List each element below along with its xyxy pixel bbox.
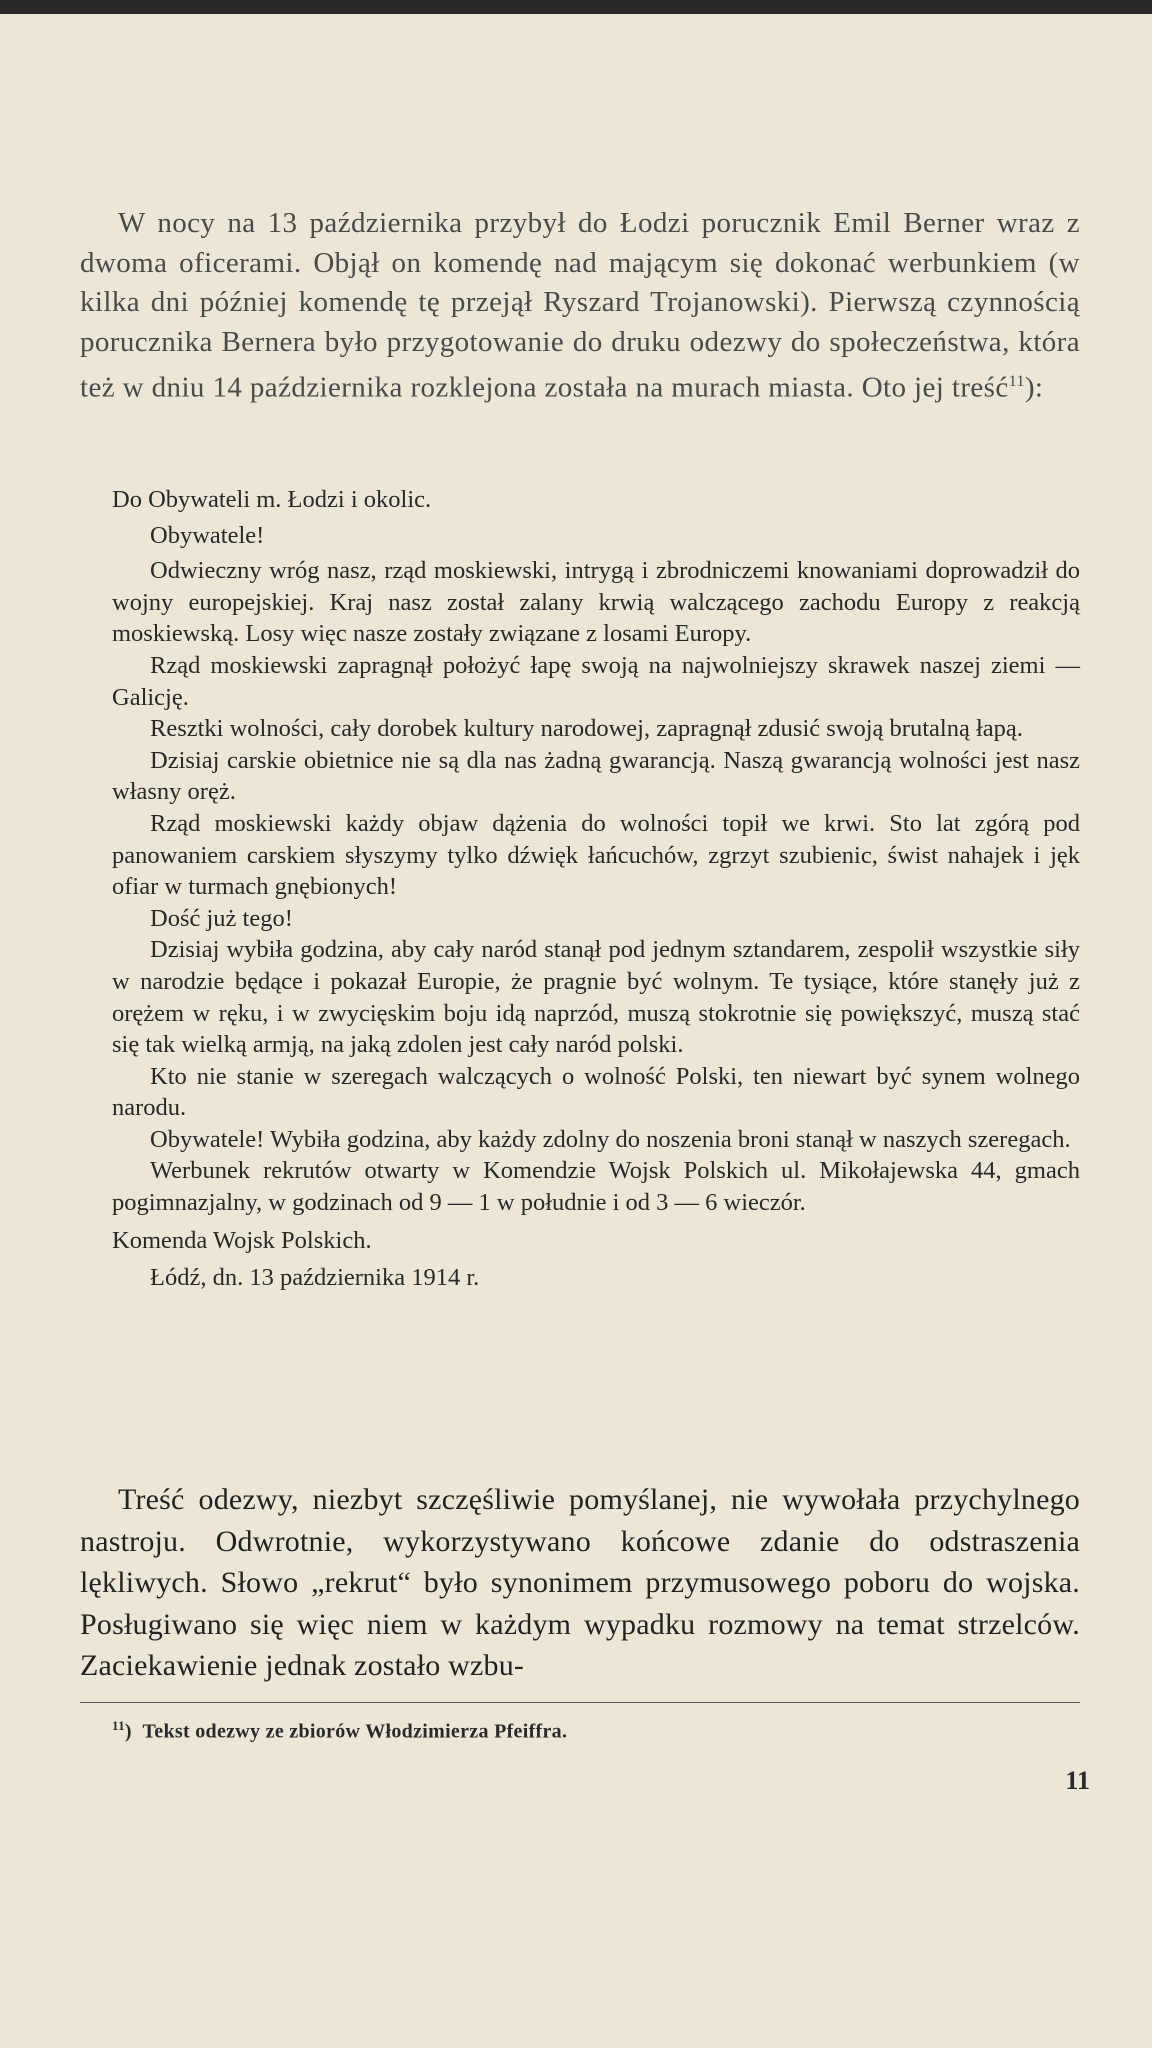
proclamation-paragraph: Kto nie stanie w szeregach walczących o wolność Polski, ten niewart być synem wolnego narodu. — [112, 1062, 1080, 1122]
scan-edge — [0, 0, 1152, 14]
footnote — [112, 1718, 1072, 1744]
proclamation-paragraph: Dość już tego! — [150, 904, 293, 932]
book-page — [0, 14, 1152, 2048]
proclamation-salutation: Obywatele! — [150, 521, 265, 549]
proclamation — [112, 484, 1080, 1294]
following-paragraph — [80, 1479, 1080, 1687]
proclamation-date: Łódź, dn. 13 października 1914 r. — [150, 1264, 480, 1292]
proclamation-signature: Komenda Wojsk Polskich. — [112, 1226, 372, 1254]
proclamation-paragraph: Rząd moskiewski zapragnął położyć łapę swoją na najwolniejszy skrawek naszej ziemi — Galicję. — [112, 651, 1080, 711]
footnote-reference: 11 — [1008, 373, 1025, 390]
intro-tail: ): — [1024, 371, 1044, 404]
proclamation-paragraph: Dzisiaj carskie obietnice nie są dla nas żadną gwarancją. Naszą gwarancją wolności jest nasz własny oręż. — [112, 746, 1080, 806]
intro-text — [80, 204, 1080, 408]
proclamation-address: Do Obywateli m. Łodzi i okolic. — [112, 486, 432, 513]
footnote-divider — [80, 1702, 1080, 1703]
proclamation-paragraph: Odwieczny wróg nasz, rząd moskiewski, intrygą i zbrodniczemi knowaniami doprowadził do wojny europejskiej. Kraj nasz został zalany krwią walczącego zachodu Europy z reakcją moskiewską. Losy więc nasze zostały związane z losami Europy. — [112, 557, 1080, 648]
page-number: 11 — [1065, 1766, 1090, 1795]
footnote-paren: ) — [124, 1720, 132, 1743]
intro-body: W nocy na 13 października przybył do Łodzi porucznik Emil Berner wraz z dwoma oficerami. Objął on komendę nad mającym się dokonać werbunkiem (w kilka dni później komendę tę przejął Ryszard Trojanowski). Pierwszą czynnością porucznika Bernera było przygotowanie do druku odezwy do społeczeństwa, która też w dniu 14 października rozklejona została na murach miasta. Oto jej treść — [80, 207, 1080, 404]
proclamation-paragraph: Rząd moskiewski każdy objaw dążenia do wolności topił we krwi. Sto lat zgórą pod panowaniem carskiem słyszymy tylko dźwięk łańcuchów, zgrzyt szubienic, świst nahajek i jęk ofiar w turmach gnębionych! — [112, 809, 1080, 901]
proclamation-paragraph: Obywatele! Wybiła godzina, aby każdy zdolny do noszenia broni stanął w naszych szeregach. — [150, 1125, 1071, 1153]
footnote-marker: 11 — [112, 1718, 125, 1733]
proclamation-paragraph: Dzisiaj wybiła godzina, aby cały naród stanął pod jednym sztandarem, zespolił wszystkie siły w narodzie będące i pokazał Europie, że pragnie być wolnym. Te tysiące, które stanęły już z orężem w ręku, i w zwycięskim boju idą naprzód, muszą stokrotnie się powiększyć, muszą stać się tak wielką armją, na jaką zdolen jest cały naród polski. — [112, 936, 1080, 1059]
proclamation-paragraph: Resztki wolności, cały dorobek kultury narodowej, zapragnął zdusić swoją brutalną łapą. — [150, 715, 1023, 743]
proclamation-paragraph: Werbunek rekrutów otwarty w Komendzie Wojsk Polskich ul. Mikołajewska 44, gmach pogimnazjalny, w godzinach od 9 — 1 w południe i od 3 — 6 wieczór. — [112, 1157, 1080, 1217]
footnote-text: Tekst odezwy ze zbiorów Włodzimierza Pfeiffra. — [142, 1720, 568, 1743]
intro-paragraph — [80, 204, 1080, 408]
following-text: Treść odezwy, niezbyt szczęśliwie pomyślanej, nie wywołała przychylnego nastroju. Odwrotnie, wykorzystywano końcowe zdanie do odstraszenia lękliwych. Słowo „rekrut“ było synonimem przymusowego poboru do wojska. Posługiwano się więc niem w każdym wypadku rozmowy na temat strzelców. Zaciekawienie jednak zostało wzbu- — [80, 1483, 1080, 1682]
